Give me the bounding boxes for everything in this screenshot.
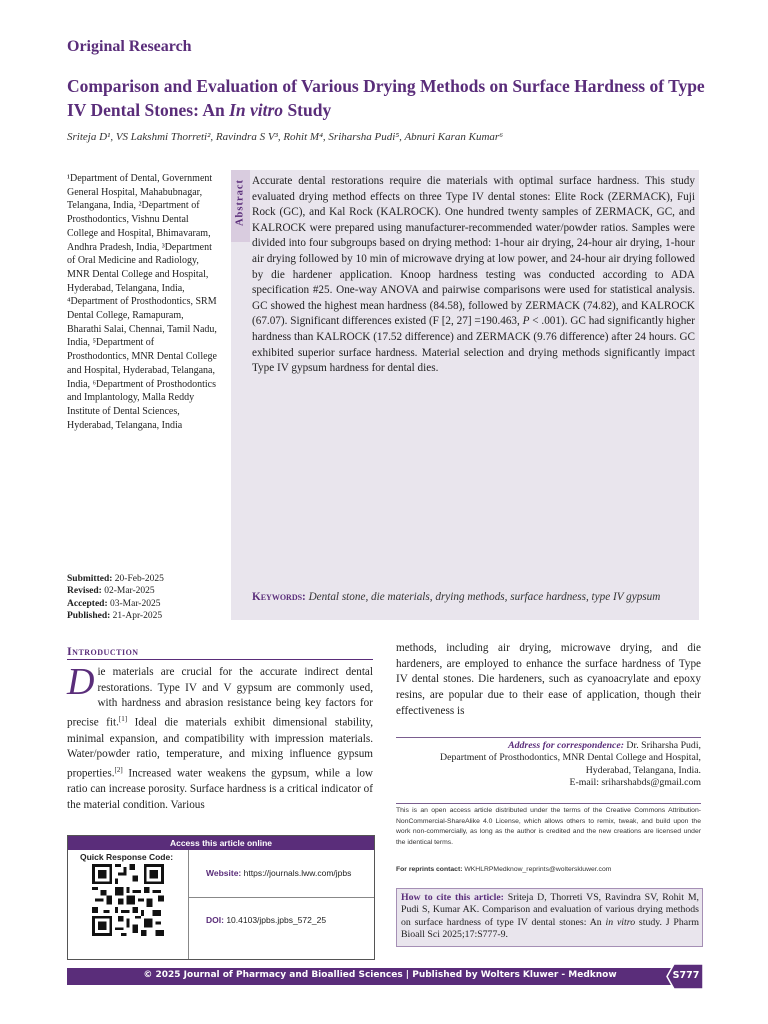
- qr-label: Quick Response Code:: [80, 852, 174, 862]
- author-list: Sriteja D¹, VS Lakshmi Thorreti², Ravindra S V³, Rohit M⁴, Sriharsha Pudi⁵, Abnuri Karan Kumar⁶: [67, 131, 504, 143]
- drop-cap: D: [67, 661, 95, 703]
- submitted-date: Submitted: 20-Feb-2025: [67, 574, 164, 584]
- reprints-contact: For reprints contact: WKHLRPMedknow_reprints@wolterskluwer.com: [396, 866, 612, 873]
- page-number: S777: [672, 970, 700, 981]
- abstract-text: Accurate dental restorations require die materials with optimal surface hardness. This study evaluated drying method effects on three Type IV dental stones: Elite Rock (ZERMACK), Fuji Rock (GC), and Kal Rock (KALROCK). One hundred twenty samples of ZERMACK, GC, and KALROCK were prepared using manufacturer-recommended water/powder ratios. Samples were divided into four subgroups based on drying method: 1-hour air drying, 24-hour air drying, 1-hour air drying followed by 10 min of microwave drying at low power, and 24-hour air drying followed by die hardener application. Knoop hardness testing was conducted according to ADA specification #25. One-way ANOVA and pairwise comparisons were used for statistical analysis. GC showed the highest mean hardness (84.58), followed by ZERMACK (74.82), and KALROCK (67.07). Significant differences existed (F [2, 27] =190.463, P < .001). GC had significantly higher hardness than KALROCK (17.52 difference) and ZERMACK (9.76 difference) after 24 hours. GC exhibited superior surface hardness. Material selection and drying methods significantly impact Type IV gypsum hardness for dental dies.: [252, 175, 695, 375]
- citation-label: How to cite this article:: [401, 892, 504, 903]
- title-text-1: Comparison and Evaluation of Various Drying Methods on Surface Hardness of Type IV Dental Stones: An: [67, 76, 705, 120]
- title-text-2: Study: [283, 100, 332, 120]
- intro-paragraph: Die materials are crucial for the accurate indirect dental restorations. Type IV and V gypsum are commonly used, with hardness and abrasion resistance being key factors for precise fit.[1] Ideal die materials exhibit dimensional stability, minimal expansion, and compatibility with impression materials. Water/powder ratio, temperature, and mixing influence gypsum properties.[2] Increased water weakens the gypsum, while a low ratio can increase porosity. Surface hardness is a critical indicator of the material condition. Various: [67, 661, 373, 812]
- citation-box: How to cite this article: Sriteja D, Thorreti VS, Ravindra SV, Rohit M, Pudi S, Kumar AK. Comparison and evaluation of various drying methods on surface hardness of type IV dental stones: An in vitro study. J Pharm Bioall Sci 2025;17:S777-9.: [396, 888, 703, 947]
- intro-rule: [67, 659, 373, 660]
- keywords: [252, 590, 692, 604]
- divider: [396, 803, 701, 804]
- intro-paragraph-continued: methods, including air drying, microwave drying, and die hardeners, are employed to enhance the surface hardness of Type IV dental stones. Die hardeners, such as cyanoacrylate and epoxy resins, are popular due to their ease of application, though their effectiveness is: [396, 642, 701, 717]
- qr-code-icon[interactable]: [92, 864, 164, 936]
- abstract-label: Abstract: [234, 178, 246, 227]
- footer-text: © 2025 Journal of Pharmacy and Bioallied Sciences | Published by Wolters Kluwer - Medknow: [143, 970, 617, 980]
- intro-heading: Introduction: [67, 644, 139, 658]
- ref-link[interactable]: [1]: [118, 715, 128, 724]
- title-italic: In vitro: [229, 100, 284, 120]
- published-date: Published: 21-Apr-2025: [67, 610, 163, 621]
- revised-date: Revised: 02-Mar-2025: [67, 586, 155, 597]
- divider: [188, 850, 189, 959]
- correspondence-email[interactable]: E-mail: sriharshabds@gmail.com: [569, 777, 701, 789]
- correspondence: Address for correspondence: Dr. Sriharsha Pudi, Department of Prosthodontics, MNR Dental College and Hospital, Hyderabad, Telangana, India. E-mail: sriharshabds@gmail.com: [396, 740, 701, 790]
- abstract-label-tab: [231, 170, 250, 242]
- doi-link[interactable]: DOI: 10.4103/jpbs.jpbs_572_25: [206, 915, 327, 925]
- divider: [188, 897, 374, 898]
- affiliations-text: ¹Department of Dental, Government General Hospital, Mahabubnagar, Telangana, India, ²Department of Prosthodontics, Vishnu Dental College and Hospital, Bhimavaram, Andhra Pradesh, India, ³Department of Oral Medicine and Radiology, MNR Dental College and Hospital, Hyderabad, Telangana, India, ⁴Department of Prosthodontics, SRM Dental College, Ramapuram, Bharathi Salai, Chennai, Tamil Nadu, India, ⁵Department of Prosthodontics, MNR Dental College and Hospital, Hyderabad, Telangana, India, ⁶Department of Prosthodontics and Implantology, Malla Reddy Institute of Dental Sciences, Hyderabad, Telangana, India: [67, 173, 217, 431]
- keywords-list: Dental stone, die materials, drying methods, surface hardness, type IV gypsum: [305, 591, 661, 603]
- access-online-box: [67, 835, 375, 960]
- correspondence-label: Address for correspondence:: [508, 740, 624, 751]
- website-link[interactable]: Website: https://journals.lww.com/jpbs: [206, 868, 352, 878]
- access-header: Access this article online: [68, 836, 374, 850]
- affiliations: [67, 172, 217, 432]
- section-label: Original Research: [67, 38, 192, 55]
- ref-link[interactable]: [2]: [114, 765, 123, 774]
- license-text: This is an open access article distributed under the terms of the Creative Commons Attribution-NonCommercial-ShareAlike 4.0 License, which allows others to remix, tweak, and build upon the work non-commercially, as long as the author is credited and the new creations are licensed under the identical terms.: [396, 807, 701, 846]
- article-title: [67, 74, 707, 122]
- divider: [396, 737, 701, 738]
- keywords-label: Keywords:: [252, 591, 306, 603]
- article-dates: [67, 573, 217, 622]
- accepted-date: Accepted: 03-Mar-2025: [67, 598, 161, 609]
